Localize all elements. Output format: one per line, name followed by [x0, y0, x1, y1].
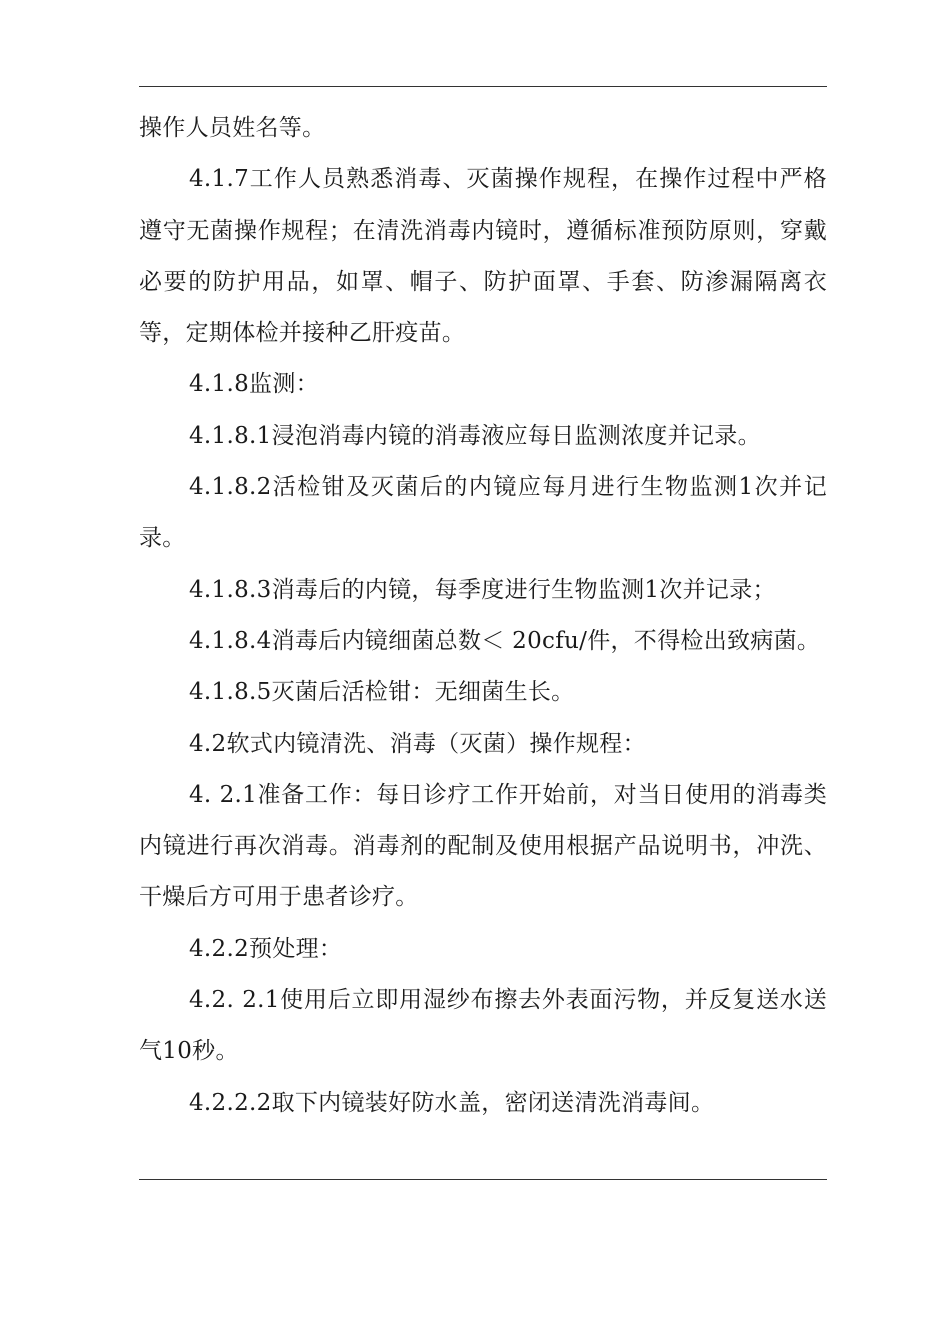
paragraph-4-1-8-3: 4.1.8.3消毒后的内镜，每季度进行生物监测1次并记录； [189, 576, 776, 603]
paragraph-4-1-8-2: 4.1.8.2活检钳及灭菌后的内镜应每月进行生物监测1次并记录。 [139, 474, 827, 552]
footer-rule [139, 1179, 827, 1180]
paragraph-continuation: 操作人员姓名等。 [139, 115, 326, 141]
paragraph-4-2-2-heading: 4.2.2预处理： [189, 935, 343, 962]
header-rule [139, 86, 827, 87]
document-body [139, 103, 827, 1129]
paragraph-4-1-8-1: 4.1.8.1浸泡消毒内镜的消毒液应每日监测浓度并记录。 [189, 422, 761, 449]
paragraph-4-2-2-1: 4.2. 2.1使用后立即用湿纱布擦去外表面污物，并反复送水送气10秒。 [139, 987, 827, 1065]
paragraph-4-2-heading: 4.2软式内镜清洗、消毒（灭菌）操作规程： [189, 730, 646, 757]
paragraph-4-1-7: 4.1.7工作人员熟悉消毒、灭菌操作规程，在操作过程中严格遵守无菌操作规程；在清洗消毒内镜时，遵循标准预防原则，穿戴必要的防护用品，如罩、帽子、防护面罩、手套、防渗漏隔离衣等，定期体检并接种乙肝疫苗。 [139, 166, 827, 347]
paragraph-4-1-8-5: 4.1.8.5灭菌后活检钳：无细菌生长。 [189, 679, 575, 706]
paragraph-4-2-1: 4. 2.1准备工作：每日诊疗工作开始前，对当日使用的消毒类内镜进行再次消毒。消毒剂的配制及使用根据产品说明书，冲洗、干燥后方可用于患者诊疗。 [139, 781, 827, 911]
paragraph-4-2-2-2: 4.2.2.2取下内镜装好防水盖，密闭送清洗消毒间。 [189, 1089, 715, 1116]
paragraph-4-1-8-4: 4.1.8.4消毒后内镜细菌总数＜ 20cfu/件，不得检出致病菌。 [189, 627, 821, 654]
paragraph-4-1-8-heading: 4.1.8监测： [189, 371, 319, 398]
